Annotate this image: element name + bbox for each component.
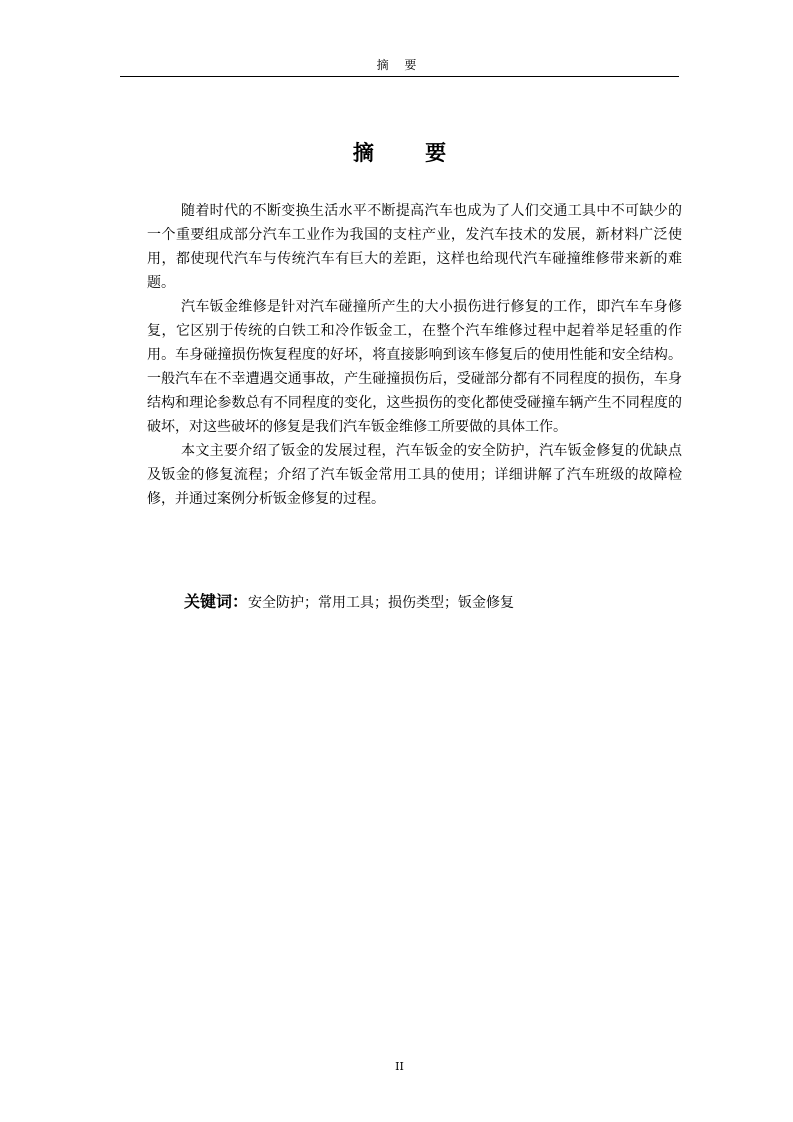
abstract-paragraph-3: 本文主要介绍了钣金的发展过程，汽车钣金的安全防护，汽车钣金修复的优缺点及钣金的修复流程；介绍了汽车钣金常用工具的使用；详细讲解了汽车班级的故障检修，并通过案例分析钣金修复的过程。 xyxy=(147,443,682,507)
abstract-body xyxy=(147,199,682,511)
running-header: 摘 要 xyxy=(376,58,423,72)
abstract-paragraph-1: 随着时代的不断变换生活水平不断提高汽车也成为了人们交通工具中不可缺少的一个重要组成部分汽车工业作为我国的支柱产业，发汽车技术的发展，新材料广泛使用，都使现代汽车与传统汽车有巨大的差距，这样也给现代汽车碰撞维修带来新的难题。 xyxy=(147,203,682,291)
keywords-label: 关键词： xyxy=(184,592,249,611)
page-title: 摘 要 xyxy=(352,141,469,165)
keywords-line xyxy=(184,589,684,616)
header-rule xyxy=(120,76,679,77)
abstract-paragraph-2: 汽车钣金维修是针对汽车碰撞所产生的大小损伤进行修复的工作，即汽车车身修复，它区别于传统的白铁工和冷作钣金工，在整个汽车维修过程中起着举足轻重的作用。车身碰撞损伤恢复程度的好坏，将直接影响到该车修复后的使用性能和安全结构。一般汽车在不幸遭遇交通事故，产生碰撞损伤后，受碰部分都有不同程度的损伤，车身结构和理论参数总有不同程度的变化，这些损伤的变化都使受碰撞车辆产生不同程度的破坏，对这些破坏的修复是我们汽车钣金维修工所要做的具体工作。 xyxy=(147,299,682,435)
page-number: II xyxy=(395,1060,404,1073)
keywords-values: 安全防护；常用工具；损伤类型；钣金修复 xyxy=(248,595,515,611)
